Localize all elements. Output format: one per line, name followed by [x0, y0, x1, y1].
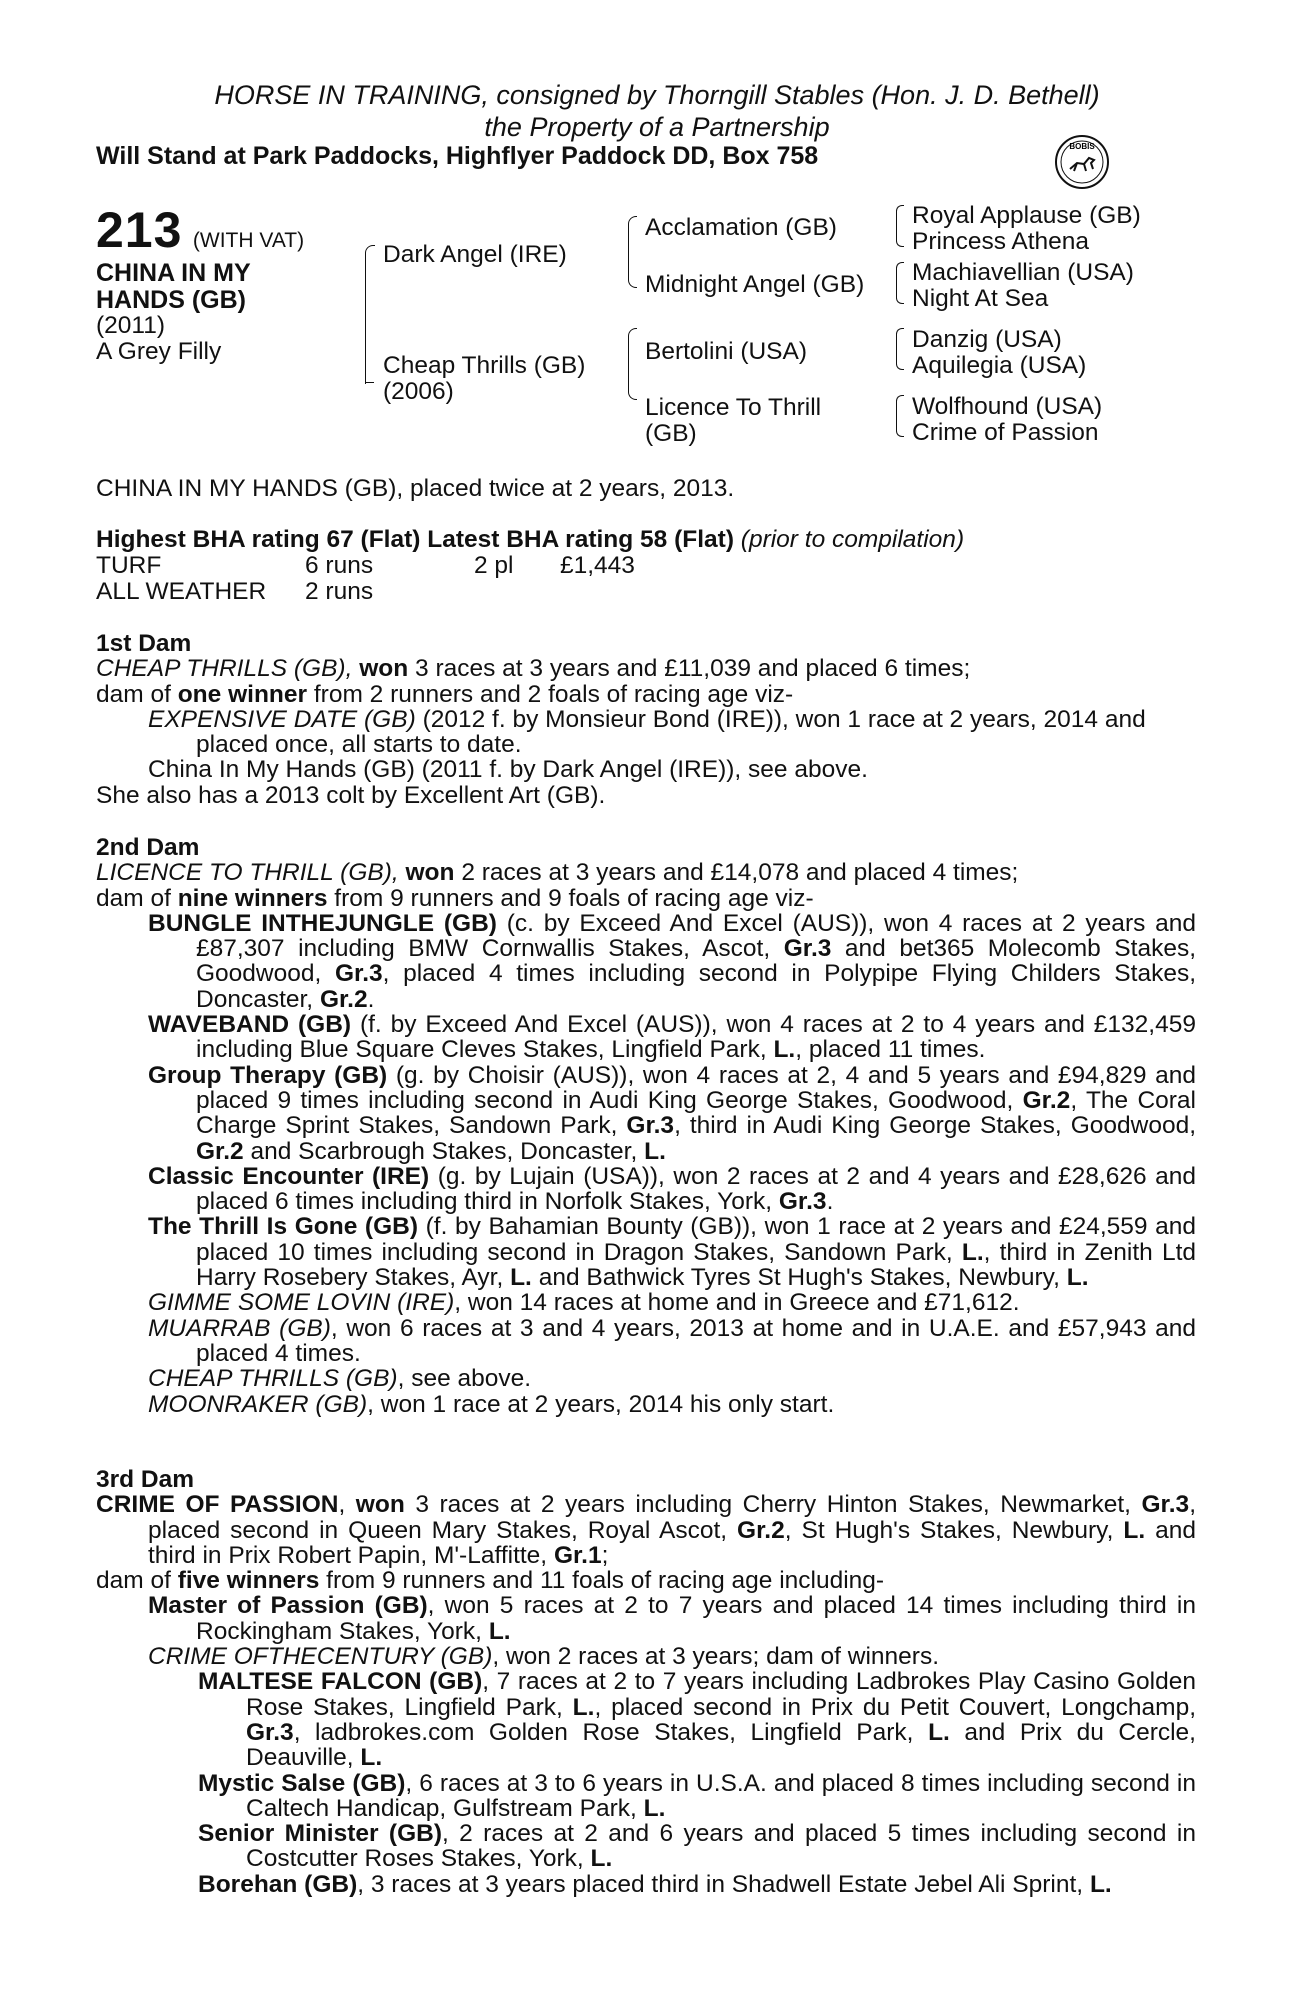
ratings-line	[96, 527, 964, 552]
pedigree-brace-2	[628, 216, 637, 288]
second-dam-line-1: LICENCE TO THRILL (GB), won 2 races at 3 years and £14,078 and placed 4 times;	[96, 859, 1019, 887]
first-dam-line-2: dam of one winner from 2 runners and 2 foals of racing age viz-	[96, 680, 794, 708]
pedigree-brace-4	[896, 205, 904, 247]
second-dam-line-2: dam of nine winners from 9 runners and 9 foals of racing age viz-	[96, 884, 814, 912]
sire-dam: Midnight Angel (GB)	[645, 271, 865, 298]
entry-cheap-thrills: CHEAP THRILLS (GB), see above.	[148, 1365, 532, 1393]
header-line-3: Will Stand at Park Paddocks, Highflyer Paddock DD, Box 758	[96, 142, 819, 170]
turf-placed: 2 pl	[474, 552, 514, 579]
pedigree-brace-6	[896, 328, 904, 370]
entry-bungle: BUNGLE INTHEJUNGLE (GB) (c. by Exceed And Excel (AUS)), won 4 races at 2 years and £87,307 including BMW Cornwallis Stakes, Ascot, Gr.3 and bet365 Molecomb Stakes, Goodwood, Gr.3, placed 4 times including second in Polypipe Flying Childers Stakes, Doncaster, Gr.2.	[148, 909, 1197, 1013]
ped-sdd: Night At Sea	[912, 285, 1049, 312]
ped-dss: Danzig (USA)	[912, 326, 1062, 353]
first-dam-section	[96, 631, 1196, 808]
ped-ddd: Crime of Passion	[912, 419, 1099, 446]
lot-description: A Grey Filly	[96, 338, 222, 365]
dam-dam-2: (GB)	[645, 420, 697, 447]
lot-number: 213	[96, 202, 183, 258]
sire: Dark Angel (IRE)	[383, 241, 567, 268]
third-dam-heading: 3rd Dam	[96, 1466, 195, 1493]
first-dam-entry-1: EXPENSIVE DATE (GB) (2012 f. by Monsieur Bond (IRE)), won 1 race at 2 years, 2014 and	[148, 705, 1146, 733]
third-dam-line-1: CRIME OF PASSION, won 3 races at 2 years including Cherry Hinton Stakes, Newmarket, Gr.3, placed second in Queen Mary Stakes, Royal Ascot, Gr.2, St Hugh's Stakes, Newbury, L. and third in Prix Robert Papin, M'-Laffitte, Gr.1;	[96, 1491, 1196, 1569]
ped-sds: Machiavellian (USA)	[912, 259, 1134, 286]
entry-crime-century: CRIME OFTHECENTURY (GB), won 2 races at 3 years; dam of winners.	[148, 1643, 940, 1671]
third-dam-line-2: dam of five winners from 9 runners and 11 foals of racing age including-	[96, 1567, 885, 1595]
pedigree-brace-join	[365, 382, 374, 383]
entry-thrill-is-gone: The Thrill Is Gone (GB) (f. by Bahamian Bounty (GB)), won 1 race at 2 years and £24,559 and placed 10 times including second in Dragon Stakes, Sandown Park, L., third in Zenith Ltd Harry Rosebery Stakes, Ayr, L. and Bathwick Tyres St Hugh's Stakes, Newbury, L.	[148, 1213, 1196, 1292]
latest-rating: Latest BHA rating 58 (Flat)	[427, 526, 734, 553]
entry-borehan: Borehan (GB), 3 races at 3 years placed third in Shadwell Estate Jebel Ali Sprint, L.	[198, 1870, 1112, 1898]
entry-gimme: GIMME SOME LOVIN (IRE), won 14 races at home and in Greece and £71,612.	[148, 1289, 1020, 1317]
pedigree-brace-7	[896, 395, 904, 437]
first-dam-heading: 1st Dam	[96, 630, 192, 657]
horse-logo-icon	[1053, 133, 1111, 191]
pedigree-brace-5	[896, 262, 904, 304]
summary: CHINA IN MY HANDS (GB), placed twice at 2 years, 2013.	[96, 475, 735, 502]
aw-label: ALL WEATHER	[96, 578, 267, 605]
lot-name-1: CHINA IN MY	[96, 259, 251, 287]
header-line-1: HORSE IN TRAINING, consigned by Thorngill Stables (Hon. J. D. Bethell)	[214, 80, 1100, 110]
first-dam-entry-2: China In My Hands (GB) (2011 f. by Dark Angel (IRE)), see above.	[148, 756, 868, 784]
lot-number-line	[96, 201, 304, 259]
pedigree-brace-1	[365, 245, 375, 384]
entry-waveband: WAVEBAND (GB) (f. by Exceed And Excel (AUS)), won 4 races at 2 to 4 years and £132,459 including Blue Square Cleves Stakes, Lingfield Park, L., placed 11 times.	[148, 1011, 1196, 1064]
entry-mystic-salse: Mystic Salse (GB), 6 races at 3 to 6 years in U.S.A. and placed 8 times including second in Caltech Handicap, Gulfstream Park, L.	[198, 1769, 1196, 1822]
third-dam-section	[96, 1467, 1196, 1897]
ped-sss: Royal Applause (GB)	[912, 202, 1141, 229]
entry-maltese-falcon: MALTESE FALCON (GB), 7 races at 2 to 7 years including Ladbrokes Play Casino Golden Rose Stakes, Lingfield Park, L., placed second in Prix du Petit Couvert, Longchamp, Gr.3, ladbrokes.com Golden Rose Stakes, Lingfield Park, L. and Prix du Cercle, Deauville, L.	[198, 1668, 1196, 1772]
ped-dds: Wolfhound (USA)	[912, 393, 1103, 420]
entry-moonraker: MOONRAKER (GB), won 1 race at 2 years, 2014 his only start.	[148, 1390, 835, 1418]
ped-dsd: Aquilegia (USA)	[912, 352, 1087, 379]
first-dam-entry-1b: placed once, all starts to date.	[196, 731, 522, 759]
dam-year: (2006)	[383, 378, 454, 405]
entry-group-therapy: Group Therapy (GB) (g. by Choisir (AUS)), won 4 races at 2, 4 and 5 years and £94,829 and placed 9 times including second in Audi King George Stakes, Goodwood, Gr.2, The Coral Charge Sprint Stakes, Sandown Park, Gr.3, third in Audi King George Stakes, Goodwood, Gr.2 and Scarbrough Stakes, Doncaster, L.	[148, 1061, 1197, 1165]
aw-runs: 2 runs	[305, 578, 374, 605]
turf-label: TURF	[96, 552, 162, 579]
entry-classic-encounter: Classic Encounter (IRE) (g. by Lujain (USA)), won 2 races at 2 and 4 years and £28,626 and placed 6 times including third in Norfolk Stakes, York, Gr.3.	[148, 1162, 1196, 1216]
vat-note: (WITH VAT)	[192, 229, 305, 252]
bobis-logo	[1053, 133, 1111, 191]
lot-name-2: HANDS (GB)	[96, 286, 246, 314]
second-dam-heading: 2nd Dam	[96, 834, 200, 861]
highest-rating: Highest BHA rating 67 (Flat)	[96, 526, 421, 553]
entry-muarrab: MUARRAB (GB), won 6 races at 3 and 4 years, 2013 at home and in U.A.E. and £57,943 and placed 4 times.	[148, 1314, 1196, 1367]
dam: Cheap Thrills (GB)	[383, 352, 586, 379]
entry-master-of-passion: Master of Passion (GB), won 5 races at 2 to 7 years and placed 14 times including third in Rockingham Stakes, York, L.	[148, 1592, 1196, 1645]
pedigree-brace-3	[628, 328, 637, 400]
second-dam-section	[96, 835, 1196, 1417]
ped-ssd: Princess Athena	[912, 228, 1090, 255]
dam-sire: Bertolini (USA)	[645, 338, 808, 365]
lot-year: (2011)	[96, 312, 166, 339]
first-dam-tail: She also has a 2013 colt by Excellent Art (GB).	[96, 781, 606, 809]
dam-dam-1: Licence To Thrill	[645, 394, 822, 421]
first-dam-line-1: CHEAP THRILLS (GB), won 3 races at 3 years and £11,039 and placed 6 times;	[96, 655, 971, 683]
entry-senior-minister: Senior Minister (GB), 2 races at 2 and 6 years and placed 5 times including second in Costcutter Roses Stakes, York, L.	[198, 1820, 1196, 1873]
turf-runs: 6 runs	[305, 552, 374, 579]
header-line-2: the Property of a Partnership	[484, 112, 830, 142]
svg-text:BOBIS: BOBIS	[1069, 142, 1095, 151]
turf-amount: £1,443	[560, 552, 635, 579]
sire-sire: Acclamation (GB)	[645, 214, 837, 241]
rating-note: (prior to compilation)	[740, 526, 965, 553]
